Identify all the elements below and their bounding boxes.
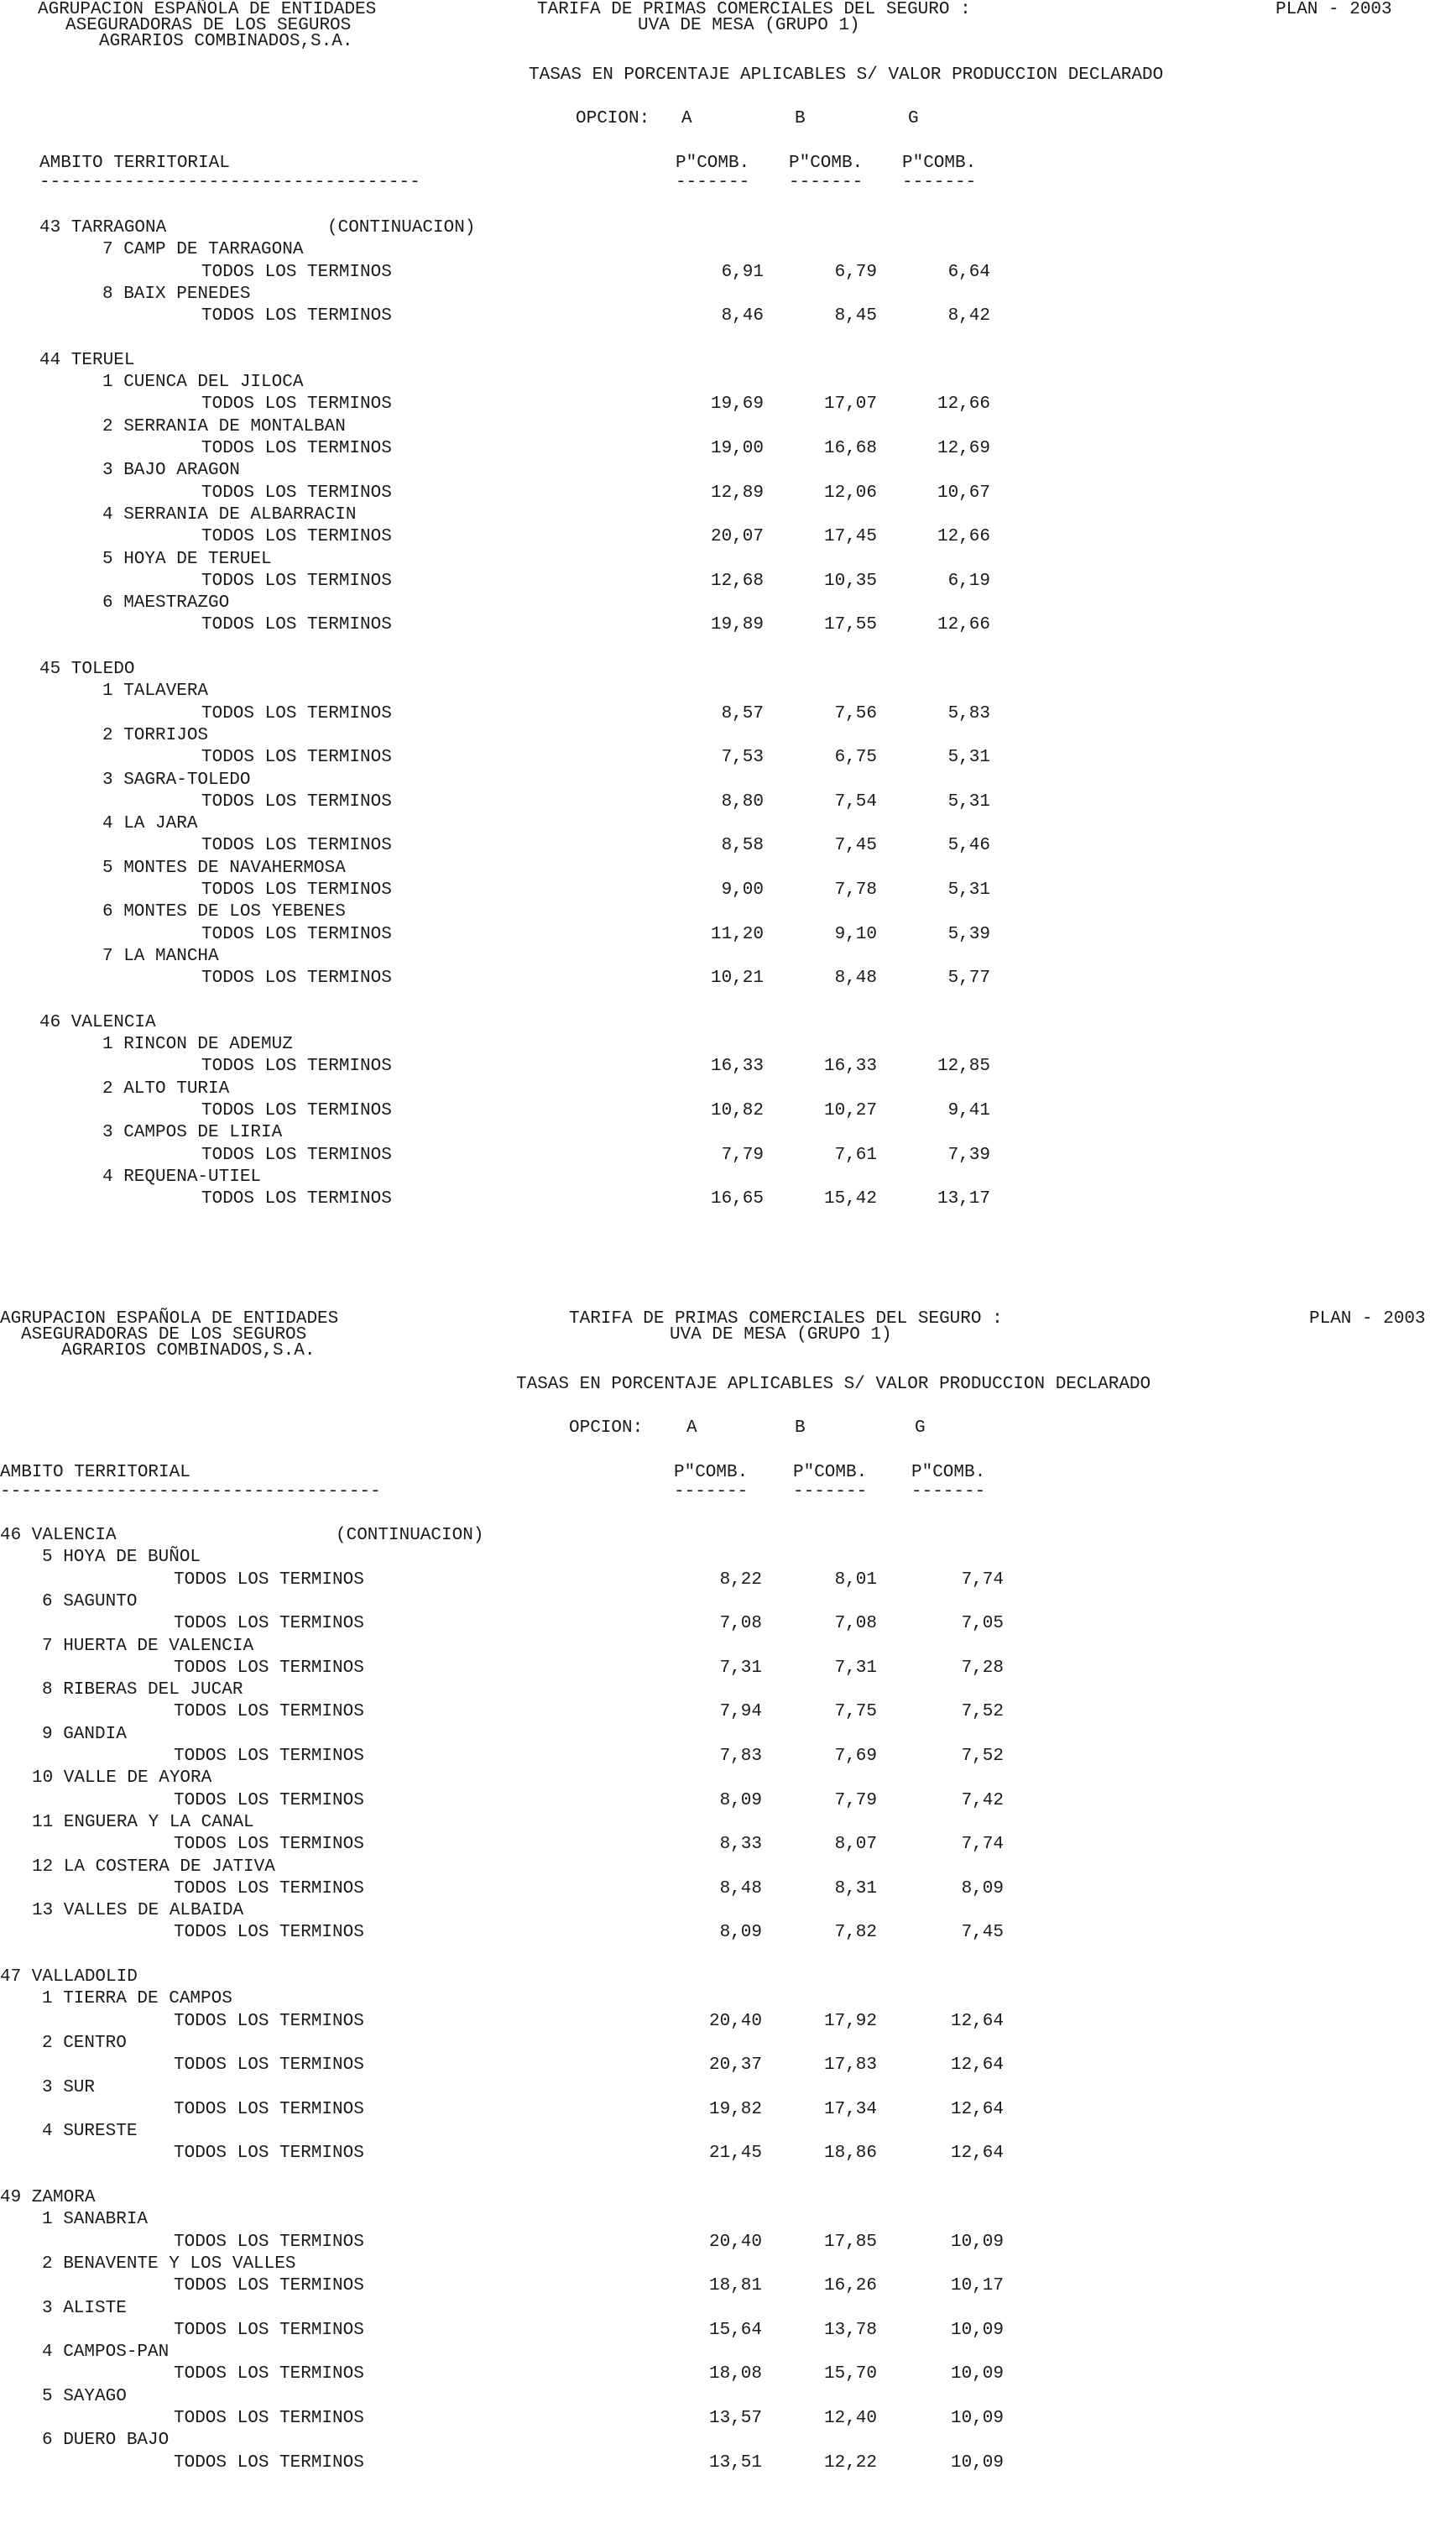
- comarca-name: 8 BAIX PENEDES: [102, 284, 251, 304]
- comarca-name: 3 SAGRA-TOLEDO: [102, 770, 251, 790]
- rate-value: 7,78: [834, 880, 877, 900]
- rate-value: 8,80: [721, 791, 764, 812]
- opcion-a: A: [686, 1418, 697, 1438]
- plan-label: PLAN - 2003: [1309, 1309, 1426, 1329]
- terms-label: TODOS LOS TERMINOS: [201, 748, 392, 768]
- rate-value: 8,45: [834, 306, 877, 326]
- org-name-line: AGRARIOS COMBINADOS,S.A.: [61, 1341, 316, 1361]
- rate-value: 7,45: [961, 1923, 1004, 1943]
- comarca-name: 8 RIBERAS DEL JUCAR: [42, 1680, 243, 1700]
- terms-label: TODOS LOS TERMINOS: [201, 924, 392, 944]
- comarca-name: 4 REQUENA-UTIEL: [102, 1167, 262, 1187]
- rate-value: 12,66: [937, 615, 990, 635]
- rate-value: 6,19: [947, 571, 990, 591]
- column-rule: -------: [676, 173, 750, 192]
- rate-value: 9,10: [834, 924, 877, 944]
- rate-value: 19,69: [710, 394, 764, 415]
- terms-label: TODOS LOS TERMINOS: [201, 483, 392, 503]
- terms-label: TODOS LOS TERMINOS: [201, 1189, 392, 1209]
- org-name-line: ASEGURADORAS DE LOS SEGUROS: [21, 1325, 307, 1345]
- comarca-name: 11 ENGUERA Y LA CANAL: [32, 1812, 254, 1832]
- rate-value: 12,06: [823, 483, 877, 503]
- comarca-name: 1 CUENCA DEL JILOCA: [102, 373, 304, 393]
- rate-value: 8,31: [834, 1878, 877, 1898]
- terms-label: TODOS LOS TERMINOS: [201, 836, 392, 856]
- comarca-name: 5 HOYA DE TERUEL: [102, 549, 272, 569]
- comarca-name: 2 SERRANIA DE MONTALBAN: [102, 416, 346, 436]
- rate-value: 10,09: [950, 2409, 1004, 2428]
- terms-label: TODOS LOS TERMINOS: [174, 1747, 364, 1766]
- rate-value: 19,82: [708, 2099, 762, 2119]
- comarca-name: 2 TORRIJOS: [102, 725, 209, 745]
- ambito-rule: ------------------------------------: [39, 173, 420, 192]
- rate-value: 7,31: [834, 1658, 877, 1678]
- rate-value: 17,45: [823, 527, 877, 547]
- column-header: P"COMB.: [789, 154, 864, 173]
- rate-value: 7,75: [834, 1702, 877, 1722]
- rate-value: 7,45: [834, 836, 877, 856]
- terms-label: TODOS LOS TERMINOS: [201, 969, 392, 989]
- rate-value: 12,89: [710, 483, 764, 503]
- comarca-name: 3 SUR: [42, 2077, 96, 2097]
- plan-label: PLAN - 2003: [1276, 0, 1392, 19]
- org-name-line: AGRUPACION ESPAÑOLA DE ENTIDADES: [0, 1309, 339, 1329]
- rate-value: 6,91: [721, 262, 764, 282]
- comarca-name: 6 MONTES DE LOS YEBENES: [102, 902, 346, 922]
- rate-value: 15,42: [823, 1189, 877, 1209]
- rate-value: 8,09: [719, 1923, 762, 1943]
- rate-value: 16,33: [710, 1057, 764, 1077]
- terms-label: TODOS LOS TERMINOS: [201, 1145, 392, 1165]
- rate-value: 7,79: [721, 1145, 764, 1165]
- rate-value: 11,20: [710, 924, 764, 944]
- rate-value: 7,74: [961, 1835, 1004, 1855]
- rate-value: 10,67: [937, 483, 990, 503]
- comarca-name: 1 TALAVERA: [102, 682, 209, 702]
- rate-value: 19,89: [710, 615, 764, 635]
- rate-value: 7,83: [719, 1747, 762, 1766]
- rate-value: 15,64: [708, 2320, 762, 2340]
- rate-value: 12,64: [950, 2011, 1004, 2031]
- terms-label: TODOS LOS TERMINOS: [201, 571, 392, 591]
- column-rule: -------: [789, 173, 864, 192]
- comarca-name: 6 DUERO BAJO: [42, 2431, 170, 2451]
- rate-value: 7,05: [961, 1614, 1004, 1634]
- continuation-note: (CONTINUACION): [336, 1526, 484, 1545]
- terms-label: TODOS LOS TERMINOS: [201, 615, 392, 635]
- ambito-territorial-label: AMBITO TERRITORIAL: [39, 154, 230, 173]
- terms-label: TODOS LOS TERMINOS: [174, 1878, 364, 1898]
- rate-value: 8,48: [719, 1878, 762, 1898]
- rate-value: 17,83: [823, 2055, 877, 2076]
- comarca-name: 5 SAYAGO: [42, 2386, 127, 2406]
- column-header: P"COMB.: [793, 1463, 868, 1482]
- column-rule: -------: [793, 1482, 868, 1502]
- rate-value: 6,64: [947, 262, 990, 282]
- rate-value: 7,56: [834, 703, 877, 723]
- terms-label: TODOS LOS TERMINOS: [174, 2409, 364, 2428]
- comarca-name: 1 TIERRA DE CAMPOS: [42, 1989, 232, 2009]
- province-name: 46 VALENCIA: [0, 1526, 117, 1545]
- comarca-name: 4 SERRANIA DE ALBARRACIN: [102, 504, 357, 525]
- continuation-note: (CONTINUACION): [327, 218, 476, 238]
- opcion-label: OPCION:: [576, 109, 650, 128]
- rate-value: 7,28: [961, 1658, 1004, 1678]
- terms-label: TODOS LOS TERMINOS: [174, 2099, 364, 2119]
- comarca-name: 6 SAGUNTO: [42, 1591, 138, 1611]
- opcion-g: G: [908, 109, 919, 128]
- tariff-title-line: TARIFA DE PRIMAS COMERCIALES DEL SEGURO :: [537, 0, 971, 19]
- rate-value: 7,39: [947, 1145, 990, 1165]
- terms-label: TODOS LOS TERMINOS: [201, 527, 392, 547]
- terms-label: TODOS LOS TERMINOS: [201, 1101, 392, 1120]
- rate-value: 5,46: [947, 836, 990, 856]
- opcion-b: B: [795, 1418, 806, 1438]
- rate-value: 7,61: [834, 1145, 877, 1165]
- rate-value: 7,79: [834, 1790, 877, 1810]
- rate-value: 7,53: [721, 748, 764, 768]
- rate-value: 18,86: [823, 2144, 877, 2164]
- rate-value: 7,08: [719, 1614, 762, 1634]
- rate-value: 7,52: [961, 1702, 1004, 1722]
- terms-label: TODOS LOS TERMINOS: [174, 2320, 364, 2340]
- rate-value: 7,94: [719, 1702, 762, 1722]
- org-name-line: AGRARIOS COMBINADOS,S.A.: [99, 32, 353, 51]
- rate-value: 12,68: [710, 571, 764, 591]
- rate-value: 10,17: [950, 2276, 1004, 2296]
- opcion-g: G: [915, 1418, 926, 1438]
- rate-value: 20,40: [708, 2232, 762, 2252]
- comarca-name: 3 CAMPOS DE LIRIA: [102, 1123, 283, 1143]
- rate-value: 10,82: [710, 1101, 764, 1120]
- rate-value: 12,40: [823, 2409, 877, 2428]
- comarca-name: 5 MONTES DE NAVAHERMOSA: [102, 858, 346, 878]
- rate-value: 5,31: [947, 748, 990, 768]
- rate-value: 20,37: [708, 2055, 762, 2076]
- rate-value: 7,54: [834, 791, 877, 812]
- column-header: P"COMB.: [911, 1463, 986, 1482]
- rate-value: 17,34: [823, 2099, 877, 2119]
- opcion-b: B: [795, 109, 806, 128]
- column-header: P"COMB.: [902, 154, 977, 173]
- rate-value: 12,66: [937, 394, 990, 415]
- rate-value: 8,22: [719, 1569, 762, 1590]
- rate-value: 12,64: [950, 2099, 1004, 2119]
- terms-label: TODOS LOS TERMINOS: [174, 1658, 364, 1678]
- rate-value: 5,31: [947, 880, 990, 900]
- rate-value: 13,57: [708, 2409, 762, 2428]
- ambito-rule: ------------------------------------: [0, 1482, 381, 1502]
- org-name-line: ASEGURADORAS DE LOS SEGUROS: [65, 16, 352, 35]
- terms-label: TODOS LOS TERMINOS: [174, 1702, 364, 1722]
- rate-value: 7,31: [719, 1658, 762, 1678]
- terms-label: TODOS LOS TERMINOS: [201, 880, 392, 900]
- rate-value: 5,77: [947, 969, 990, 989]
- rate-value: 8,42: [947, 306, 990, 326]
- terms-label: TODOS LOS TERMINOS: [174, 1614, 364, 1634]
- rate-value: 13,78: [823, 2320, 877, 2340]
- tariff-title-line: TARIFA DE PRIMAS COMERCIALES DEL SEGURO :: [569, 1309, 1003, 1329]
- comarca-name: 6 MAESTRAZGO: [102, 593, 230, 614]
- terms-label: TODOS LOS TERMINOS: [201, 439, 392, 458]
- rate-value: 17,55: [823, 615, 877, 635]
- comarca-name: 4 CAMPOS-PAN: [42, 2342, 170, 2363]
- comarca-name: 1 SANABRIA: [42, 2210, 149, 2230]
- rate-value: 9,41: [947, 1101, 990, 1120]
- comarca-name: 2 ALTO TURIA: [102, 1078, 230, 1099]
- province-name: 43 TARRAGONA: [39, 218, 167, 238]
- terms-label: TODOS LOS TERMINOS: [174, 2364, 364, 2384]
- terms-label: TODOS LOS TERMINOS: [174, 2452, 364, 2473]
- rate-value: 16,26: [823, 2276, 877, 2296]
- rate-value: 12,64: [950, 2144, 1004, 2164]
- rate-value: 8,48: [834, 969, 877, 989]
- terms-label: TODOS LOS TERMINOS: [201, 306, 392, 326]
- rate-value: 10,27: [823, 1101, 877, 1120]
- comarca-name: 4 SURESTE: [42, 2122, 138, 2142]
- rate-value: 8,57: [721, 703, 764, 723]
- rate-value: 16,68: [823, 439, 877, 458]
- rate-value: 17,92: [823, 2011, 877, 2031]
- rate-value: 7,52: [961, 1747, 1004, 1766]
- rates-subtitle: TASAS EN PORCENTAJE APLICABLES S/ VALOR PRODUCCION DECLARADO: [516, 1375, 1151, 1394]
- column-header: P"COMB.: [676, 154, 750, 173]
- rate-value: 19,00: [710, 439, 764, 458]
- tariff-title-line: UVA DE MESA (GRUPO 1): [638, 16, 860, 35]
- rate-value: 5,83: [947, 703, 990, 723]
- rate-value: 10,35: [823, 571, 877, 591]
- rate-value: 8,09: [719, 1790, 762, 1810]
- terms-label: TODOS LOS TERMINOS: [174, 1923, 364, 1943]
- rate-value: 12,22: [823, 2452, 877, 2473]
- rate-value: 10,09: [950, 2232, 1004, 2252]
- rate-value: 5,39: [947, 924, 990, 944]
- ambito-territorial-label: AMBITO TERRITORIAL: [0, 1463, 190, 1482]
- comarca-name: 9 GANDIA: [42, 1724, 127, 1744]
- comarca-name: 3 ALISTE: [42, 2298, 127, 2318]
- comarca-name: 12 LA COSTERA DE JATIVA: [32, 1857, 275, 1877]
- terms-label: TODOS LOS TERMINOS: [174, 1790, 364, 1810]
- rate-value: 18,08: [708, 2364, 762, 2384]
- comarca-name: 2 BENAVENTE Y LOS VALLES: [42, 2254, 296, 2274]
- terms-label: TODOS LOS TERMINOS: [201, 394, 392, 415]
- rate-value: 16,33: [823, 1057, 877, 1077]
- rate-value: 21,45: [708, 2144, 762, 2164]
- rate-value: 16,65: [710, 1189, 764, 1209]
- terms-label: TODOS LOS TERMINOS: [174, 2276, 364, 2296]
- terms-label: TODOS LOS TERMINOS: [201, 262, 392, 282]
- province-name: 49 ZAMORA: [0, 2188, 96, 2207]
- rate-value: 5,31: [947, 791, 990, 812]
- rate-value: 7,42: [961, 1790, 1004, 1810]
- rate-value: 17,07: [823, 394, 877, 415]
- rate-value: 13,51: [708, 2452, 762, 2473]
- terms-label: TODOS LOS TERMINOS: [201, 1057, 392, 1077]
- rate-value: 9,00: [721, 880, 764, 900]
- rate-value: 7,82: [834, 1923, 877, 1943]
- rate-value: 6,75: [834, 748, 877, 768]
- column-rule: -------: [902, 173, 977, 192]
- terms-label: TODOS LOS TERMINOS: [174, 2055, 364, 2076]
- column-header: P"COMB.: [674, 1463, 749, 1482]
- province-name: 47 VALLADOLID: [0, 1967, 138, 1987]
- rate-value: 6,79: [834, 262, 877, 282]
- rate-value: 8,01: [834, 1569, 877, 1590]
- terms-label: TODOS LOS TERMINOS: [174, 1569, 364, 1590]
- rate-value: 20,40: [708, 2011, 762, 2031]
- column-rule: -------: [911, 1482, 986, 1502]
- rate-value: 20,07: [710, 527, 764, 547]
- terms-label: TODOS LOS TERMINOS: [174, 2232, 364, 2252]
- rate-value: 8,09: [961, 1878, 1004, 1898]
- rate-value: 8,33: [719, 1835, 762, 1855]
- terms-label: TODOS LOS TERMINOS: [201, 791, 392, 812]
- tariff-title-line: UVA DE MESA (GRUPO 1): [670, 1325, 892, 1345]
- comarca-name: 10 VALLE DE AYORA: [32, 1768, 212, 1789]
- terms-label: TODOS LOS TERMINOS: [174, 2011, 364, 2031]
- column-rule: -------: [674, 1482, 749, 1502]
- rate-value: 12,64: [950, 2055, 1004, 2076]
- comarca-name: 3 BAJO ARAGON: [102, 461, 240, 481]
- rate-value: 12,66: [937, 527, 990, 547]
- opcion-label: OPCION:: [569, 1418, 644, 1438]
- comarca-name: 7 LA MANCHA: [102, 946, 219, 966]
- terms-label: TODOS LOS TERMINOS: [201, 703, 392, 723]
- rate-value: 8,07: [834, 1835, 877, 1855]
- rate-value: 10,21: [710, 969, 764, 989]
- rate-value: 18,81: [708, 2276, 762, 2296]
- comarca-name: 7 CAMP DE TARRAGONA: [102, 240, 304, 260]
- comarca-name: 1 RINCON DE ADEMUZ: [102, 1035, 293, 1055]
- terms-label: TODOS LOS TERMINOS: [174, 1835, 364, 1855]
- rate-value: 10,09: [950, 2452, 1004, 2473]
- terms-label: TODOS LOS TERMINOS: [174, 2144, 364, 2164]
- comarca-name: 4 LA JARA: [102, 814, 198, 834]
- comarca-name: 2 CENTRO: [42, 2033, 127, 2053]
- comarca-name: 7 HUERTA DE VALENCIA: [42, 1636, 254, 1656]
- rate-value: 15,70: [823, 2364, 877, 2384]
- rate-value: 17,85: [823, 2232, 877, 2252]
- rate-value: 8,46: [721, 306, 764, 326]
- rates-subtitle: TASAS EN PORCENTAJE APLICABLES S/ VALOR PRODUCCION DECLARADO: [529, 65, 1164, 85]
- rate-value: 7,08: [834, 1614, 877, 1634]
- rate-value: 7,69: [834, 1747, 877, 1766]
- rate-value: 8,58: [721, 836, 764, 856]
- rate-value: 7,74: [961, 1569, 1004, 1590]
- province-name: 45 TOLEDO: [39, 660, 135, 679]
- rate-value: 13,17: [937, 1189, 990, 1209]
- comarca-name: 13 VALLES DE ALBAIDA: [32, 1901, 244, 1921]
- rate-value: 10,09: [950, 2364, 1004, 2384]
- org-name-line: AGRUPACION ESPAÑOLA DE ENTIDADES: [38, 0, 377, 19]
- rate-value: 12,69: [937, 439, 990, 458]
- rate-value: 10,09: [950, 2320, 1004, 2340]
- rate-value: 12,85: [937, 1057, 990, 1077]
- province-name: 44 TERUEL: [39, 350, 135, 370]
- province-name: 46 VALENCIA: [39, 1012, 156, 1032]
- comarca-name: 5 HOYA DE BUÑOL: [42, 1548, 201, 1568]
- opcion-a: A: [681, 109, 692, 128]
